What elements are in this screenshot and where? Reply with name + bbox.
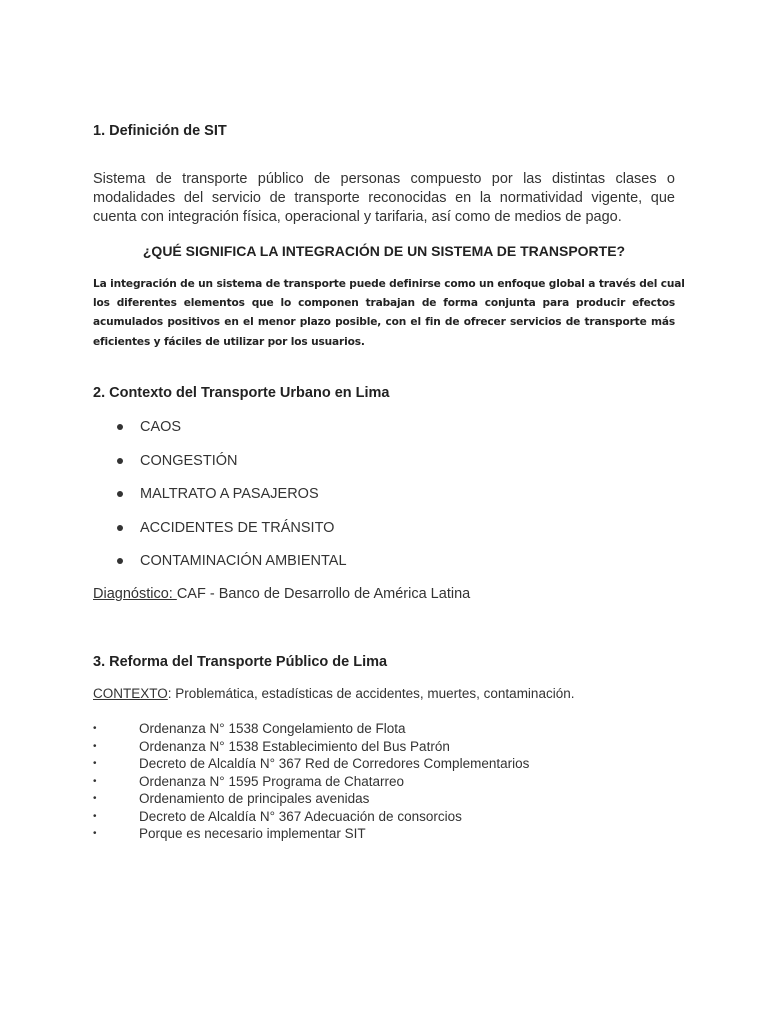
answer-line: La integración de un sistema de transporte puede definirse como un enfoque global a través del cual <box>93 278 685 290</box>
list-item <box>93 790 529 808</box>
list-item <box>93 738 529 756</box>
list-item-text: ACCIDENTES DE TRÁNSITO <box>140 519 335 536</box>
list-item <box>93 808 529 826</box>
context-text: : Problemática, estadísticas de accidentes, muertes, contaminación. <box>167 686 575 701</box>
list-item-text: MALTRATO A PASAJEROS <box>140 486 319 502</box>
list-item <box>93 417 347 451</box>
bullet-icon: • <box>93 828 97 839</box>
list-item-text: CONTAMINACIÓN AMBIENTAL <box>140 553 347 569</box>
diagnostic-label: Diagnóstico: <box>93 586 177 602</box>
bullet-icon: • <box>93 740 97 752</box>
list-item-text: Decreto de Alcaldía N° 367 Adecuación de consorcios <box>139 808 462 824</box>
bullet-icon: • <box>93 723 97 734</box>
diagnostic-line <box>93 586 470 602</box>
bullet-dot-icon <box>117 491 123 497</box>
list-item <box>93 551 347 585</box>
integration-question-heading: ¿QUÉ SIGNIFICA LA INTEGRACIÓN DE UN SISTEMA DE TRANSPORTE? <box>142 243 626 259</box>
section-3-heading: 3. Reforma del Transporte Público de Lima <box>93 654 388 670</box>
bullet-icon: • <box>93 810 97 822</box>
list-item <box>93 720 529 738</box>
answer-line: acumulados positivos en el menor plazo posible, con el fin de ofrecer servicios de transporte más <box>93 316 675 329</box>
context-issues-list <box>93 417 347 585</box>
bullet-icon: • <box>93 793 97 804</box>
bullet-dot-icon <box>117 424 123 430</box>
bullet-dot-icon <box>117 558 123 564</box>
list-item <box>93 773 529 791</box>
section-1-heading: 1. Definición de SIT <box>93 123 227 139</box>
list-item-text: Ordenamiento de principales avenidas <box>139 791 370 806</box>
list-item-text: CONGESTIÓN <box>140 452 238 469</box>
list-item-text: Ordenanza N° 1538 Congelamiento de Flota <box>139 721 406 736</box>
bullet-icon: • <box>93 758 97 769</box>
list-item <box>93 518 347 552</box>
list-item-text: Ordenanza N° 1595 Programa de Chatarreo <box>139 773 405 789</box>
list-item <box>93 451 347 485</box>
integration-answer-paragraph <box>93 275 685 352</box>
bullet-icon: • <box>93 775 97 787</box>
context-line <box>93 686 574 701</box>
list-item <box>93 825 529 843</box>
list-item <box>93 755 529 773</box>
reform-measures-list <box>93 720 529 843</box>
list-item-text: Porque es necesario implementar SIT <box>139 826 366 841</box>
bullet-dot-icon <box>117 525 123 531</box>
context-label: CONTEXTO <box>93 686 168 701</box>
list-item-text: CAOS <box>140 419 182 435</box>
list-item-text: Decreto de Alcaldía N° 367 Red de Corredores Complementarios <box>139 756 530 771</box>
section-1-paragraph: Sistema de transporte público de personas compuesto por las distintas clases o modalidades del servicio de transporte reconocidas en la normatividad vigente, que cuenta con integración física, operacional y tarifaria, así como de medios de pago. <box>93 171 675 225</box>
diagnostic-value: CAF - Banco de Desarrollo de América Latina <box>176 586 471 602</box>
answer-line: eficientes y fáciles de utilizar por los usuarios. <box>93 335 365 348</box>
section-2-heading: 2. Contexto del Transporte Urbano en Lima <box>93 385 390 401</box>
list-item <box>93 484 347 518</box>
bullet-dot-icon <box>117 458 123 464</box>
answer-line: los diferentes elementos que lo componen trabajan de forma conjunta para producir efectos <box>93 297 675 310</box>
list-item-text: Ordenanza N° 1538 Establecimiento del Bus Patrón <box>139 738 450 754</box>
